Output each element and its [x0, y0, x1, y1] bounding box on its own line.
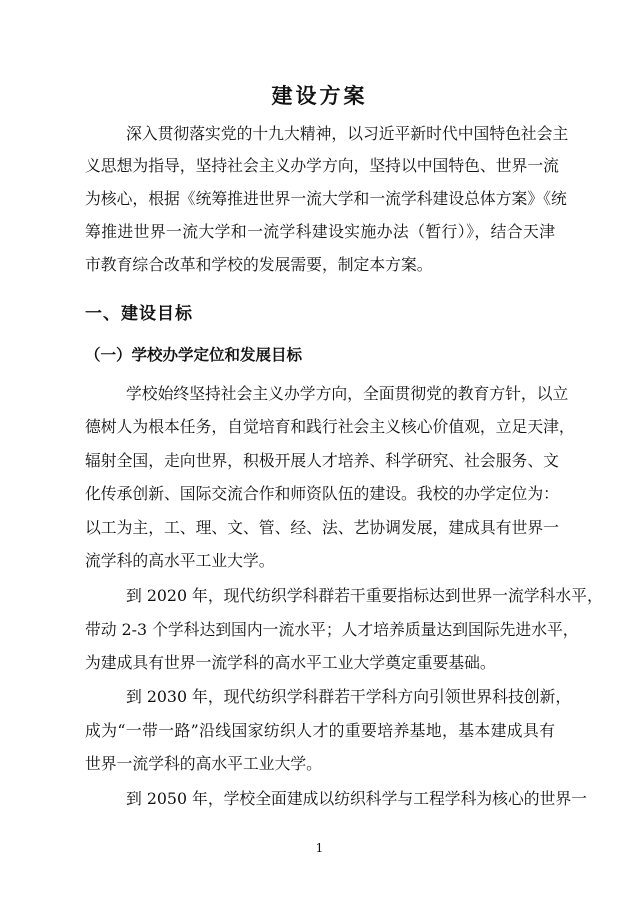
- paragraph-line: 到 2050 年，学校全面建成以纺织科学与工程学科为核心的世界一: [126, 789, 587, 808]
- paragraph-line: 辐射全国，走向世界，积极开展人才培养、科学研究、社会服务、文: [85, 451, 559, 470]
- intro-line: 义思想为指导，坚持社会主义办学方向，坚持以中国特色、世界一流: [85, 156, 559, 175]
- intro-line: 为核心，根据《统筹推进世界一流大学和一流学科建设总体方案》《统: [85, 189, 567, 208]
- paragraph-line: 化传承创新、国际交流合作和师资队伍的建设。我校的办学定位为：: [85, 484, 559, 503]
- paragraph-line: 学校始终坚持社会主义办学方向，全面贯彻党的教育方针，以立: [126, 384, 569, 403]
- intro-line: 市教育综合改革和学校的发展需要，制定本方案。: [85, 255, 433, 274]
- section-heading: 一、建设目标: [85, 304, 193, 324]
- paragraph-line: 带动 2-3 个学科达到国内一流水平；人才培养质量达到国际先进水平，: [85, 620, 579, 639]
- document-title: 建设方案: [271, 84, 368, 108]
- intro-line: 深入贯彻落实党的十九大精神，以习近平新时代中国特色社会主: [126, 124, 569, 143]
- subsection-heading: （一）学校办学定位和发展目标: [85, 346, 303, 364]
- paragraph-line: 以工为主，工、理、文、管、经、法、艺协调发展，建成具有世界一: [85, 518, 559, 537]
- intro-line: 筹推进世界一流大学和一流学科建设实施办法（暂行）》，结合天津: [85, 222, 555, 241]
- paragraph-line: 为建成具有世界一流学科的高水平工业大学奠定重要基础。: [85, 653, 496, 672]
- paragraph-line: 成为“一带一路”沿线国家纺织人才的重要培养基地，基本建成具有: [85, 721, 555, 740]
- paragraph-line: 到 2020 年，现代纺织学科群若干重要指标达到世界一流学科水平，: [126, 586, 603, 605]
- paragraph-line: 世界一流学科的高水平工业大学。: [85, 754, 322, 773]
- paragraph-line: 德树人为根本任务，自觉培育和践行社会主义核心价值观，立足天津，: [85, 417, 575, 436]
- paragraph-line: 到 2030 年，现代纺织学科群若干学科方向引领世界科技创新，: [126, 687, 572, 706]
- paragraph-line: 流学科的高水平工业大学。: [85, 551, 275, 570]
- page-number: 1: [315, 841, 324, 855]
